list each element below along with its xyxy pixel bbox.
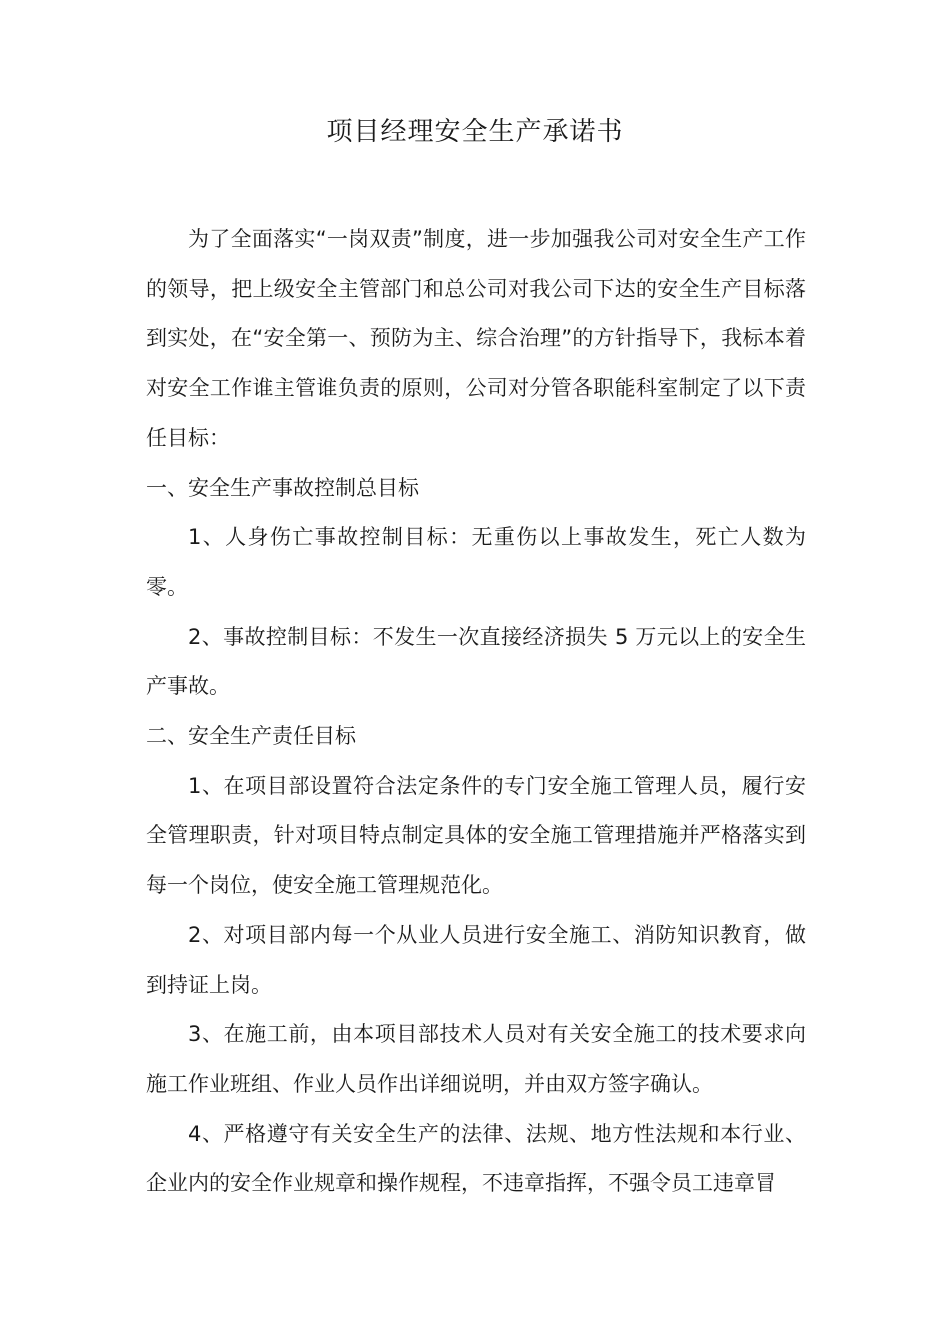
document-body [146,215,806,1209]
document-title: 项目经理安全生产承诺书 [326,117,624,147]
section-heading-2: 二、安全生产责任目标 [146,724,356,749]
goal-item-2-2: 2、对项目部内每一个从业人员进行安全施工、消防知识教育，做到持证上岗。 [146,922,806,997]
goal-item-1-1: 1、人身伤亡事故控制目标：无重伤以上事故发生，死亡人数为零。 [146,525,806,599]
goal-item-1-2: 2、事故控制目标：不发生一次直接经济损失 5 万元以上的安全生产事故。 [146,624,806,699]
goal-item-2-1: 1、在项目部设置符合法定条件的专门安全施工管理人员，履行安全管理职责，针对项目特点制定具体的安全施工管理措施并严格落实到每一个岗位，使安全施工管理规范化。 [146,773,806,898]
goal-item-2-4: 4、严格遵守有关安全生产的法律、法规、地方性法规和本行业、企业内的安全作业规章和操作规程，不违章指挥，不强令员工违章冒 [146,1121,806,1196]
section-heading-1: 一、安全生产事故控制总目标 [146,475,419,500]
goal-item-2-3: 3、在施工前，由本项目部技术人员对有关安全施工的技术要求向施工作业班组、作业人员作出详细说明，并由双方签字确认。 [146,1022,806,1096]
intro-paragraph: 为了全面落实“一岗双责”制度，进一步加强我公司对安全生产工作的领导，把上级安全主管部门和总公司对我公司下达的安全生产目标落到实处，在“安全第一、预防为主、综合治理”的方针指导下，我标本着对安全工作谁主管谁负责的原则，公司对分管各职能科室制定了以下责任目标： [146,227,806,450]
